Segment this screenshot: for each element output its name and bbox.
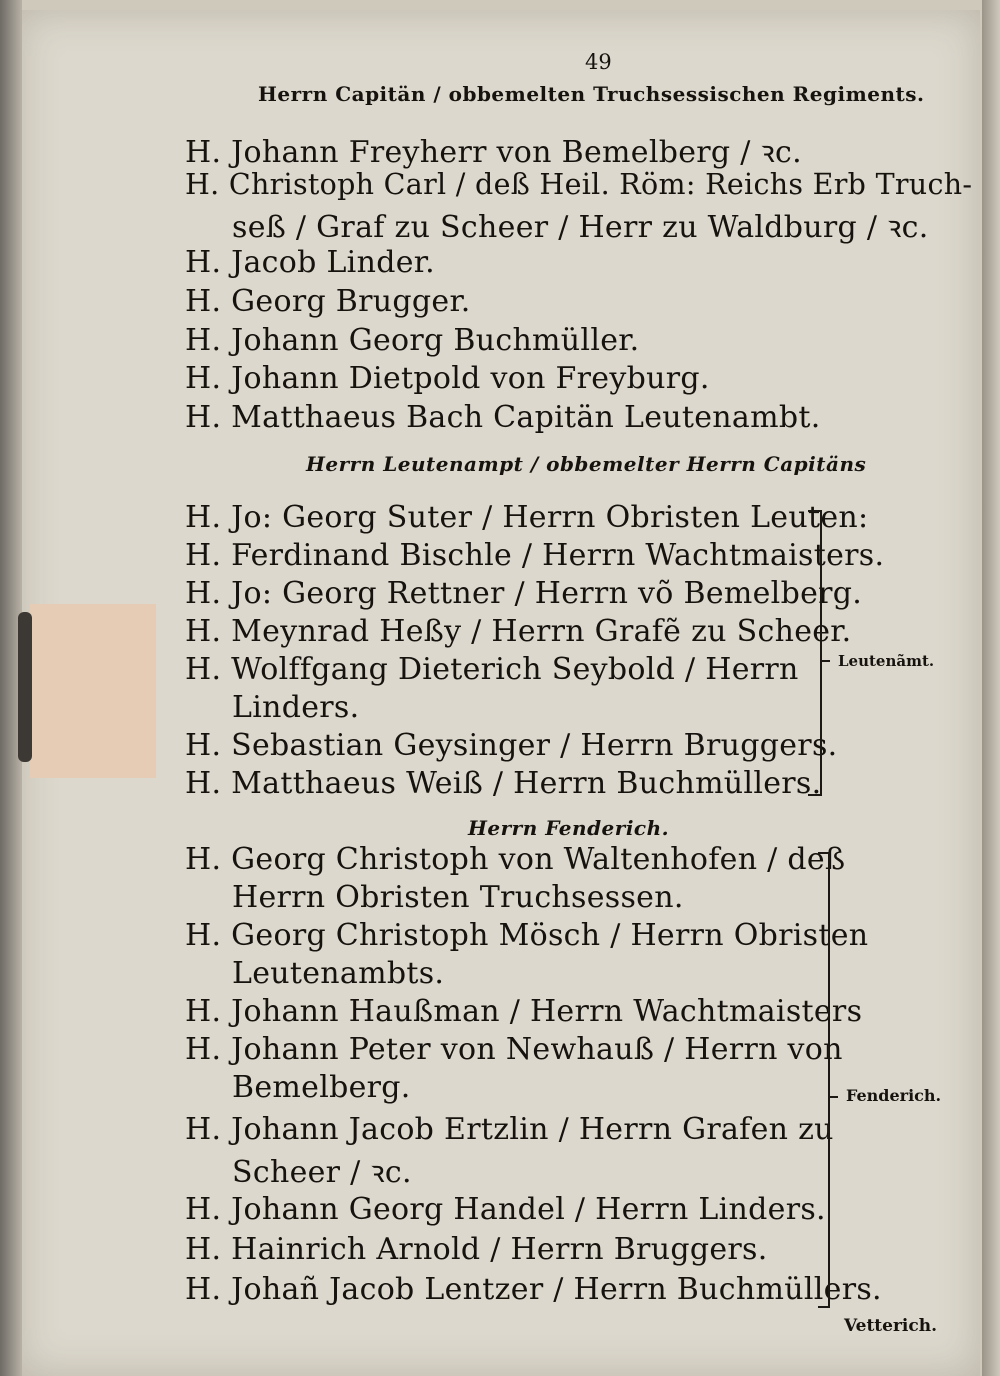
fenderich-line: H. Johañ Jacob Lentzer / Herrn Buchmüllers. [185,1272,882,1307]
fenderich-line: Scheer / ꝛc. [232,1155,412,1190]
leutenant-side-label: Leutenãmt. [838,652,935,670]
leutenant-line: H. Meynrad Heßy / Herrn Grafẽ zu Scheer. [185,614,852,649]
leutenant-brace [808,510,822,796]
capitan-line: H. Johann Georg Buchmüller. [185,323,640,358]
leutenant-line: H. Ferdinand Bischle / Herrn Wachtmaisters. [185,538,885,573]
leutenant-brace-tip [820,660,830,662]
fenderich-line: Herrn Obristen Truchsessen. [232,880,684,915]
leutenant-line: H. Sebastian Geysinger / Herrn Bruggers. [185,728,838,763]
capitan-line: H. Johann Dietpold von Freyburg. [185,361,710,396]
fenderich-line: H. Hainrich Arnold / Herrn Bruggers. [185,1232,768,1267]
capitan-line: seß / Graf zu Scheer / Herr zu Waldburg / ꝛc. [232,210,929,245]
heading-leutenant: Herrn Leutenampt / obbemelter Herrn Capitäns [306,452,867,476]
binding-clip [18,612,32,762]
capitan-line: H. Christoph Carl / deß Heil. Röm: Reichs Erb Truch- [185,168,973,201]
leutenant-line: Linders. [232,690,360,725]
fenderich-side-label: Fenderich. [846,1086,942,1105]
capitan-line: H. Georg Brugger. [185,284,471,319]
fenderich-line: H. Johann Georg Handel / Herrn Linders. [185,1192,826,1227]
leutenant-line: H. Jo: Georg Rettner / Herrn võ Bemelberg. [185,576,863,611]
fenderich-line: Bemelberg. [232,1070,411,1105]
leutenant-line: H. Wolffgang Dieterich Seybold / Herrn [185,652,799,687]
fenderich-brace-tip [828,1096,838,1098]
paper-tab [30,604,156,778]
fenderich-line: H. Georg Christoph Mösch / Herrn Obristen [185,918,869,953]
fenderich-line: H. Johann Jacob Ertzlin / Herrn Grafen zu [185,1112,834,1147]
leutenant-line: H. Matthaeus Weiß / Herrn Buchmüllers. [185,766,822,801]
heading-capitan: Herrn Capitän / obbemelten Truchsessischen Regiments. [258,82,925,106]
capitan-line: H. Jacob Linder. [185,245,435,280]
capitan-line: H. Matthaeus Bach Capitän Leutenambt. [185,400,821,435]
fenderich-brace [818,852,830,1308]
leutenant-line: H. Jo: Georg Suter / Herrn Obristen Leuten: [185,500,869,535]
capitan-line: H. Johann Freyherr von Bemelberg / ꝛc. [185,135,802,170]
fenderich-line: Leutenambts. [232,956,445,991]
fenderich-line: H. Johann Haußman / Herrn Wachtmaisters [185,994,863,1029]
fenderich-line: H. Georg Christoph von Waltenhofen / deß [185,842,846,877]
fenderich-line: H. Johann Peter von Newhauß / Herrn von [185,1032,843,1067]
page-number: 49 [585,50,612,74]
catchword: Vetterich. [844,1316,938,1336]
facing-page-edge [982,0,1000,1376]
heading-fenderich: Herrn Fenderich. [468,816,670,840]
